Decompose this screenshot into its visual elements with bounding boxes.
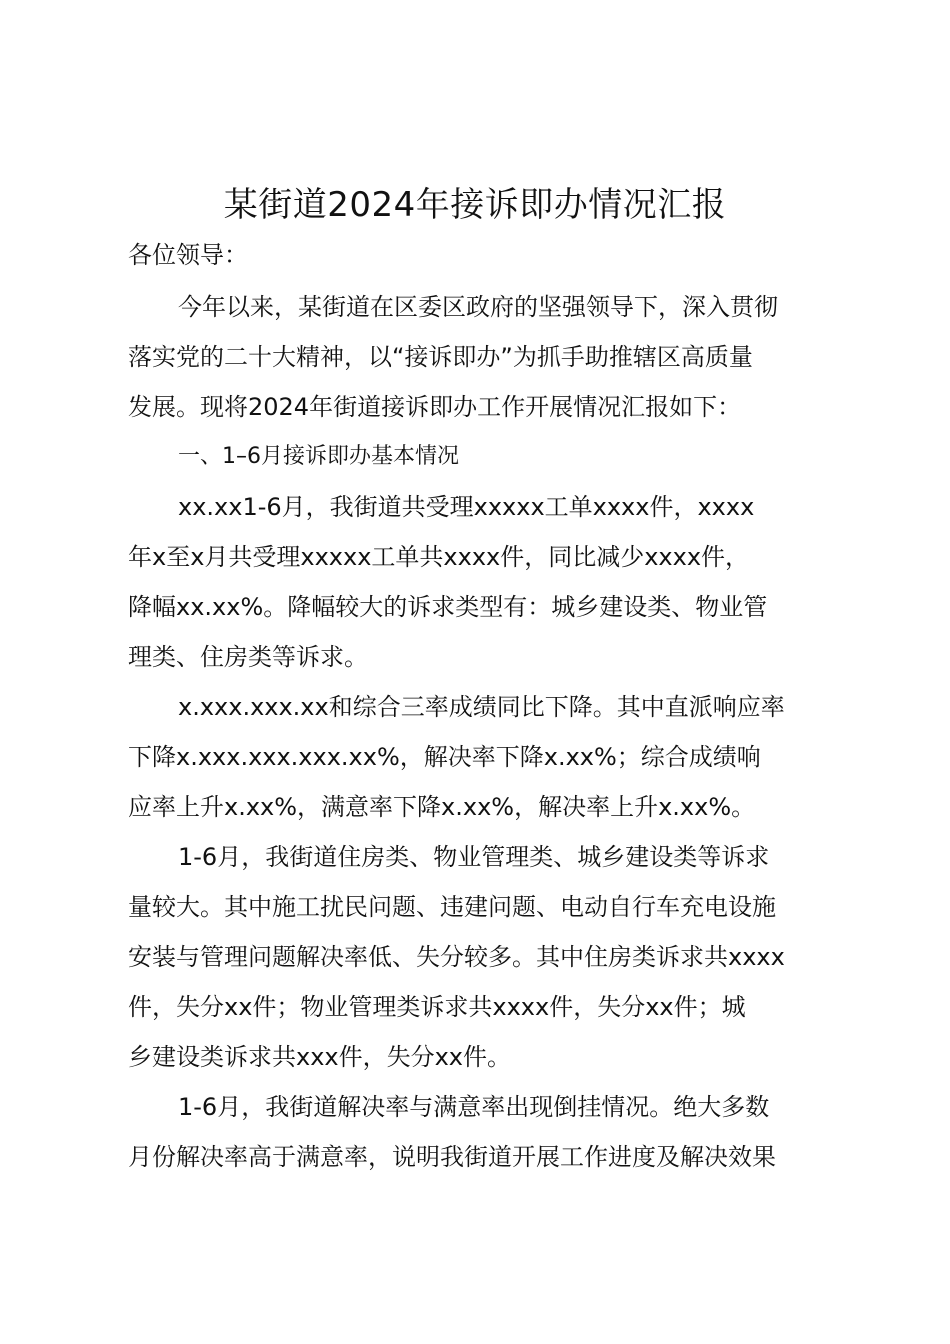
paragraph-line: 1-6月，我街道解决率与满意率出现倒挂情况。绝大多数 [178, 1093, 770, 1121]
paragraph-line: 乡建设类诉求共xxx件，失分xx件。 [128, 1043, 512, 1071]
section-heading: 一、1–6月接诉即办基本情况 [178, 444, 459, 469]
paragraph-line: 安装与管理问题解决率低、失分较多。其中住房类诉求共xxxx [128, 943, 785, 971]
paragraph-line: xx.xx1-6月，我街道共受理xxxxx工单xxxx件，xxxx [178, 493, 755, 521]
paragraph-line: 今年以来，某街道在区委区政府的坚强领导下，深入贯彻 [178, 293, 778, 321]
paragraph-line: 月份解决率高于满意率，说明我街道开展工作进度及解决效果 [128, 1143, 776, 1171]
document-body [128, 282, 838, 1182]
paragraph-line: 量较大。其中施工扰民问题、违建问题、电动自行车充电设施 [128, 893, 776, 921]
paragraph-line: x.xxx.xxx.xx和综合三率成绩同比下降。其中直派响应率 [178, 693, 785, 721]
paragraph-line: 件，失分xx件；物业管理类诉求共xxxx件，失分xx件；城 [128, 993, 746, 1021]
paragraph-line: 降幅xx.xx%。降幅较大的诉求类型有：城乡建设类、物业管 [128, 593, 768, 621]
paragraph-line: 1-6月，我街道住房类、物业管理类、城乡建设类等诉求 [178, 843, 770, 871]
document-title: 某街道2024年接诉即办情况汇报 [223, 185, 727, 225]
paragraph-line: 发展。现将2024年街道接诉即办工作开展情况汇报如下： [128, 393, 742, 421]
paragraph-line: 应率上升x.xx%，满意率下降x.xx%，解决率上升x.xx%。 [128, 793, 756, 821]
salutation: 各位领导： [128, 241, 248, 269]
paragraph-line: 理类、住房类等诉求。 [128, 643, 368, 671]
paragraph-line: 下降x.xxx.xxx.xxx.xx%，解决率下降x.xx%；综合成绩响 [128, 743, 761, 771]
paragraph-line: 年x至x月共受理xxxxx工单共xxxx件，同比减少xxxx件， [128, 543, 750, 571]
paragraph-line: 落实党的二十大精神，以“接诉即办”为抓手助推辖区高质量 [128, 343, 753, 371]
